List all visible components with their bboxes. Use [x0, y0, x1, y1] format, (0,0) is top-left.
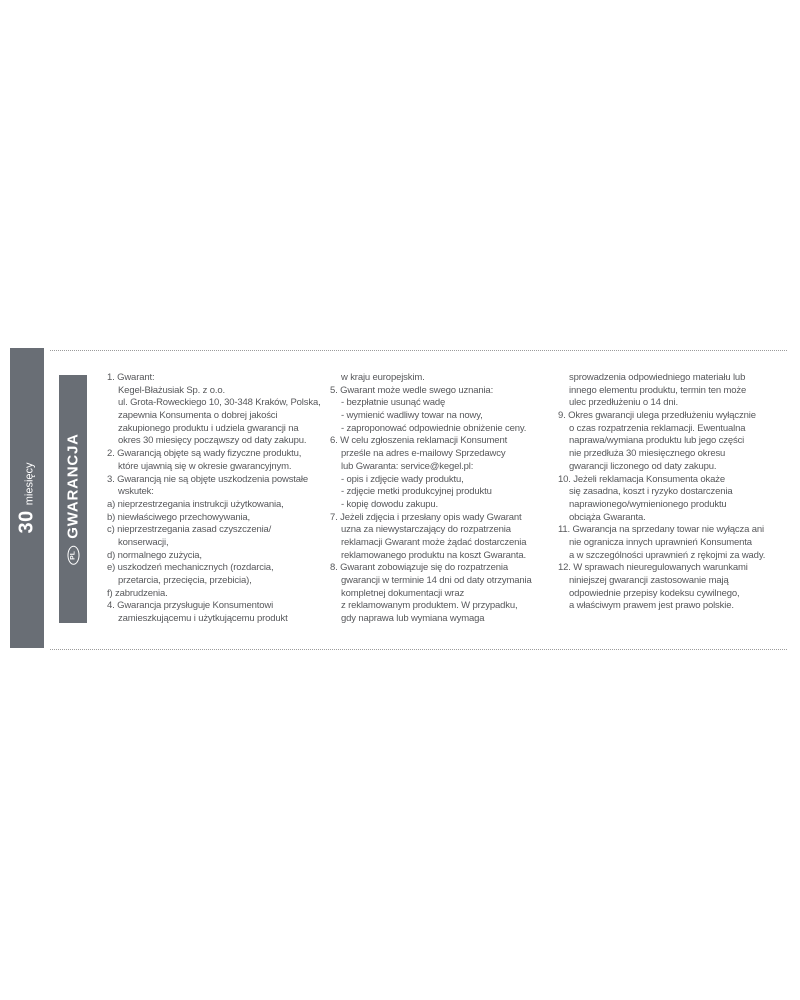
text-line: zamieszkującemu i użytkującemu produkt — [118, 613, 288, 625]
months-ribbon-text — [16, 462, 39, 533]
warranty-ribbon — [59, 375, 87, 623]
text-line: 2. Gwarancją objęte są wady fizyczne produktu, — [107, 448, 302, 460]
text-line: - wymienić wadliwy towar na nowy, — [341, 410, 483, 422]
text-line: - zaproponować odpowiednie obniżenie ceny. — [341, 422, 527, 434]
text-line: 4. Gwarancja przysługuje Konsumentowi — [107, 600, 274, 612]
warranty-title: GWARANCJA — [64, 433, 82, 539]
text-line: 9. Okres gwarancji ulega przedłużeniu wyłącznie — [558, 410, 756, 422]
terms-column-1 — [107, 372, 332, 626]
text-line: uzna za niewystarczający do rozpatrzenia — [341, 524, 511, 536]
text-line: kompletnej dokumentacji wraz — [341, 587, 465, 599]
text-line: - bezpłatnie usunąć wadę — [341, 397, 446, 409]
text-line: o czas rozpatrzenia reklamacji. Ewentualna — [569, 422, 746, 434]
text-line: gwarancji w terminie 14 dni od daty otrzymania — [341, 575, 532, 586]
text-line: f) zabrudzenia. — [107, 587, 168, 599]
text-line: 5. Gwarant może wedle swego uznania: — [330, 384, 494, 396]
text-line: b) niewłaściwego przechowywania, — [107, 511, 251, 523]
text-line: naprawionego/wymienionego produktu — [569, 498, 727, 510]
text-line: 10. Jeżeli reklamacja Konsumenta okaże — [558, 473, 725, 485]
months-unit: miesięcy — [23, 462, 36, 506]
text-line: okres 30 miesięcy począwszy od daty zakupu. — [118, 435, 307, 447]
text-line: obciąża Gwaranta. — [569, 511, 646, 523]
text-line: gwarancji liczonego od daty zakupu. — [569, 460, 717, 472]
text-line: ulec przedłużeniu o 14 dni. — [569, 397, 678, 409]
text-line: - kopię dowodu zakupu. — [341, 498, 439, 510]
text-line: naprawa/wymiana produktu lub jego części — [569, 435, 745, 447]
text-line: zakupionego produktu i udziela gwarancji na — [118, 422, 299, 434]
terms-column-2 — [330, 372, 555, 626]
text-line: - zdjęcie metki produkcyjnej produktu — [341, 486, 492, 498]
pl-badge-icon — [67, 546, 79, 565]
text-line: 7. Jeżeli zdjęcia i przesłany opis wady Gwarant — [330, 511, 522, 523]
text-line: wskutek: — [118, 486, 154, 498]
cut-line-top — [50, 350, 787, 351]
text-line: c) nieprzestrzegania zasad czyszczenia/ — [107, 524, 272, 536]
cut-line-bottom — [50, 649, 787, 650]
text-line: 6. W celu zgłoszenia reklamacji Konsument — [330, 435, 508, 447]
terms-column-3 — [558, 372, 790, 613]
text-line: ul. Grota-Roweckiego 10, 30-348 Kraków, Polska, — [118, 397, 321, 409]
text-line: sprowadzenia odpowiedniego materiału lub — [569, 372, 746, 383]
text-line: lub Gwaranta: service@kegel.pl: — [341, 460, 474, 472]
text-line: - opis i zdjęcie wady produktu, — [341, 473, 464, 485]
text-line: reklamacji Gwarant może żądać dostarczenia — [341, 536, 527, 548]
text-line: 1. Gwarant: — [107, 372, 155, 383]
pl-badge-label: PL — [69, 550, 77, 560]
text-line: e) uszkodzeń mechanicznych (rozdarcia, — [107, 562, 274, 574]
text-line: Kegel-Błażusiak Sp. z o.o. — [118, 384, 225, 396]
text-line: reklamowanego produktu na koszt Gwaranta. — [341, 549, 527, 561]
text-line: przetarcia, przecięcia, przebicia), — [118, 575, 252, 586]
text-line: a) nieprzestrzegania instrukcji użytkowania, — [107, 498, 284, 510]
text-line: nie przedłuża 30 miesięcznego okresu — [569, 448, 726, 460]
text-line: w kraju europejskim. — [341, 372, 425, 383]
text-line: a w szczególności uprawnień z rękojmi za wady. — [569, 549, 766, 561]
text-line: się zasadna, koszt i ryzyko dostarczenia — [569, 486, 733, 498]
text-line: 8. Gwarant zobowiązuje się do rozpatrzenia — [330, 562, 508, 574]
text-line: 12. W sprawach nieuregulowanych warunkami — [558, 562, 748, 574]
months-ribbon — [10, 348, 44, 648]
text-line: 3. Gwarancją nie są objęte uszkodzenia powstałe — [107, 473, 309, 485]
warranty-ribbon-text — [65, 433, 82, 565]
text-line: zapewnia Konsumenta o dobrej jakości — [118, 410, 278, 422]
text-line: innego elementu produktu, termin ten może — [569, 384, 747, 396]
text-line: nie ogranicza innych uprawnień Konsumenta — [569, 536, 752, 548]
text-line: a właściwym prawem jest prawo polskie. — [569, 600, 734, 612]
text-line: prześle na adres e-mailowy Sprzedawcy — [341, 448, 506, 460]
text-line: niniejszej gwarancji zastosowanie mają — [569, 575, 729, 586]
text-line: d) normalnego zużycia, — [107, 549, 202, 561]
text-line: odpowiednie przepisy kodeksu cywilnego, — [569, 587, 740, 599]
text-line: które ujawnią się w okresie gwarancyjnym. — [118, 460, 292, 472]
months-number: 30 — [15, 510, 38, 534]
text-line: z reklamowanym produktem. W przypadku, — [341, 600, 518, 612]
text-line: 11. Gwarancja na sprzedany towar nie wyłącza ani — [558, 524, 764, 536]
text-line: gdy naprawa lub wymiana wymaga — [341, 613, 485, 625]
text-line: konserwacji, — [118, 536, 169, 548]
